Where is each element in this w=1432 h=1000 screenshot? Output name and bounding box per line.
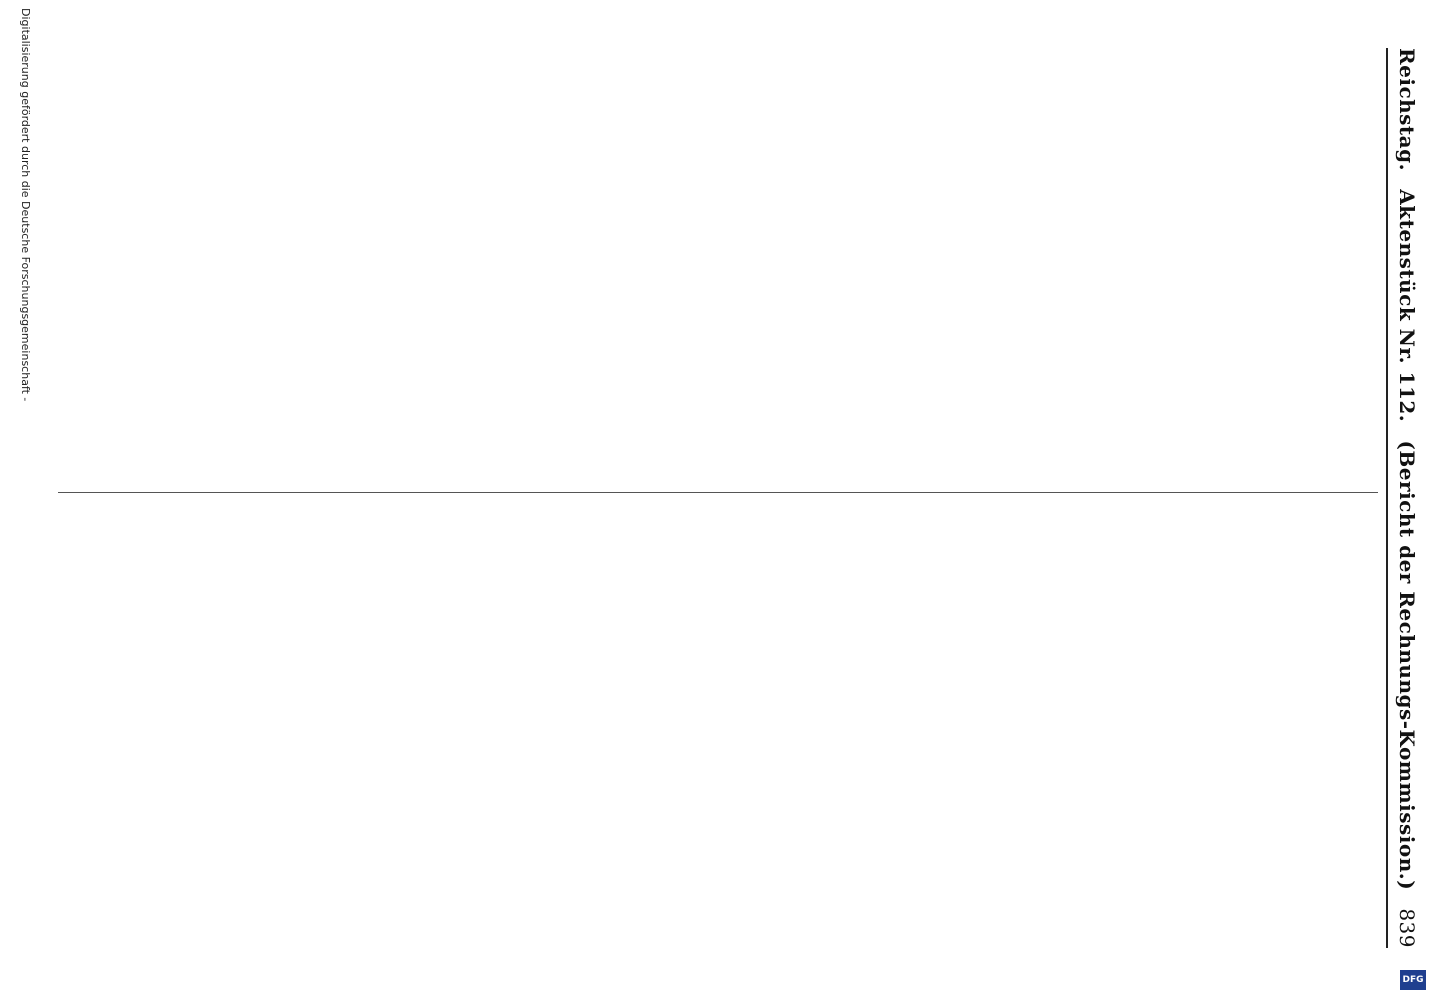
column-divider <box>58 492 1378 493</box>
left-column <box>58 48 1378 484</box>
digitization-note-text: Digitalisierung gefördert durch die Deutsche Forschungsgemeinschaft - <box>19 8 32 402</box>
header-rule <box>1386 48 1388 948</box>
page-number: 839 <box>1395 908 1419 948</box>
header-center: Aktenstück Nr. 112. <box>1395 189 1419 423</box>
header-right: (Bericht der Rechnungs-Kommission.) <box>1395 440 1419 891</box>
right-column <box>58 512 1378 948</box>
dfg-logo <box>1400 970 1426 990</box>
digitization-note <box>19 8 32 988</box>
page-header <box>1390 48 1424 948</box>
dfg-logo-text: DFG <box>1402 975 1424 985</box>
header-left: Reichstag. <box>1395 48 1419 172</box>
